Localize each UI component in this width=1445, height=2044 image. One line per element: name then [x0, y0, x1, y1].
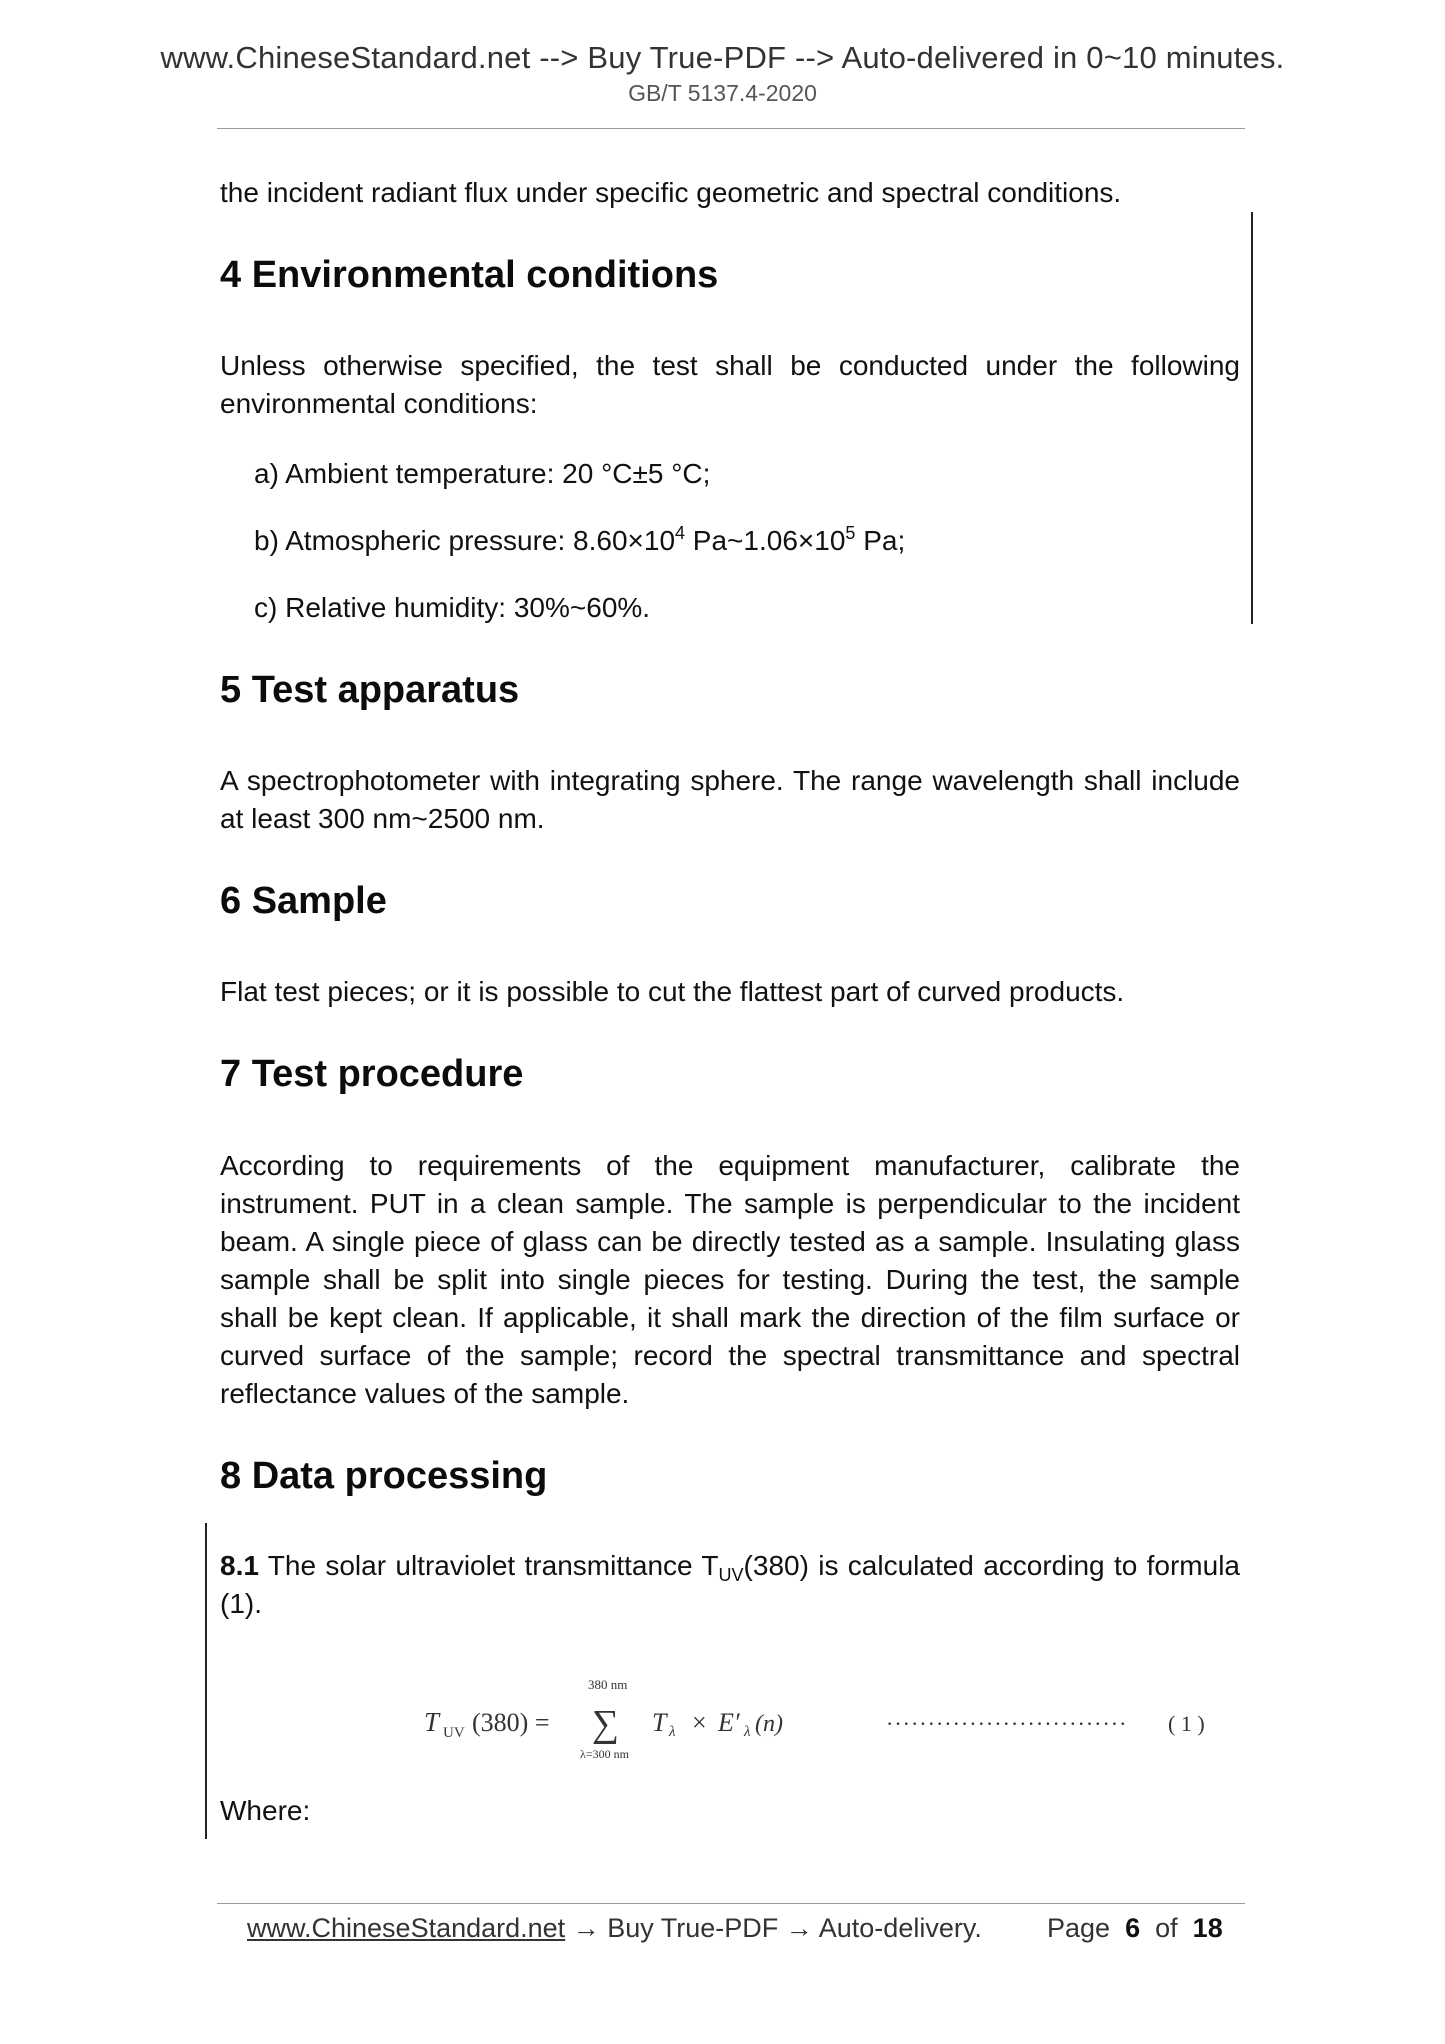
intro-text: the incident radiant flux under specific geometric and spectral conditions. [220, 177, 1122, 208]
change-bar-right [1251, 212, 1253, 624]
clause-8-1: 8.1 The solar ultraviolet transmittance $T_{UV}(380)$ is calculated according to formula (1). [220, 1550, 1241, 1619]
section-4-heading: 4 Environmental conditions [220, 254, 719, 296]
clause-number: 8.1 [220, 1550, 259, 1581]
section-6-body: Flat test pieces; or it is possible to cut the flattest part of curved products. [220, 976, 1125, 1007]
formula-sum-upper: 380 nm [588, 1677, 628, 1692]
footer-promo: www.ChineseStandard.net → Buy True-PDF → Auto-delivery. [247, 1913, 982, 1943]
formula-lhs-arg: (380) = [472, 1708, 550, 1737]
condition-a: a) Ambient temperature: 20 °C±5 °C; [254, 458, 711, 489]
footer-site-link[interactable]: www.ChineseStandard.net [247, 1913, 566, 1943]
formula-term-sub: λ [669, 1724, 676, 1740]
where-label: Where: [220, 1795, 311, 1826]
formula-times: × [692, 1708, 707, 1737]
section-8-heading: 8 Data processing [220, 1455, 548, 1497]
standard-code: GB/T 5137.4-2020 [628, 80, 817, 106]
footer-divider [217, 1903, 1245, 1904]
footer-page-number: Page 6 of 18 [1047, 1913, 1223, 1943]
formula-factor: E′ [718, 1708, 740, 1737]
section-7-body: According to requirements of the equipment manufacturer, calibrate the instrument. PUT in a clean sample. The sample is perpendicular to the incident beam. A single piece of glass can be directly tested as a sample. Insulating glass sample shall be split into single pieces for testing. During the test, the sample shall be kept clean. If applicable, it shall mark the direction of the film surface or curved surface of the sample; record the spectral transmittance and spectral reflectance values of the sample. [220, 1150, 1240, 1409]
formula-lhs-sub: UV [443, 1725, 465, 1741]
formula-1 [420, 1672, 1240, 1762]
formula-sum-sign: ∑ [592, 1703, 620, 1745]
formula-sum-lower: λ=300 nm [580, 1747, 629, 1761]
formula-term: T [652, 1708, 667, 1737]
section-5-body: A spectrophotometer with integrating sphere. The range wavelength shall include at least 300 nm~2500 nm. [220, 765, 1240, 834]
formula-lhs-symbol: T [424, 1707, 440, 1737]
section-5-heading: 5 Test apparatus [220, 669, 520, 711]
header-banner[interactable]: www.ChineseStandard.net --> Buy True-PDF --> Auto-delivered in 0~10 minutes. [160, 40, 1285, 75]
formula-factor-sub: λ [744, 1724, 751, 1740]
condition-c: c) Relative humidity: 30%~60%. [254, 592, 651, 623]
formula-factor-arg: (n) [755, 1711, 783, 1737]
formula-number: ( 1 ) [1168, 1711, 1205, 1736]
header-divider [217, 128, 1245, 129]
section-6-heading: 6 Sample [220, 880, 387, 922]
condition-b: b) Atmospheric pressure: $8.60\times 10^4$ $Pa\sim 1.06\times 10^5$ Pa; [254, 523, 906, 556]
change-bar-left [205, 1523, 207, 1839]
formula-leader: ····························· [886, 1711, 1128, 1736]
section-7-heading: 7 Test procedure [220, 1053, 524, 1095]
section-4-body: Unless otherwise specified, the test shall be conducted under the following environmental conditions: [220, 350, 1240, 419]
